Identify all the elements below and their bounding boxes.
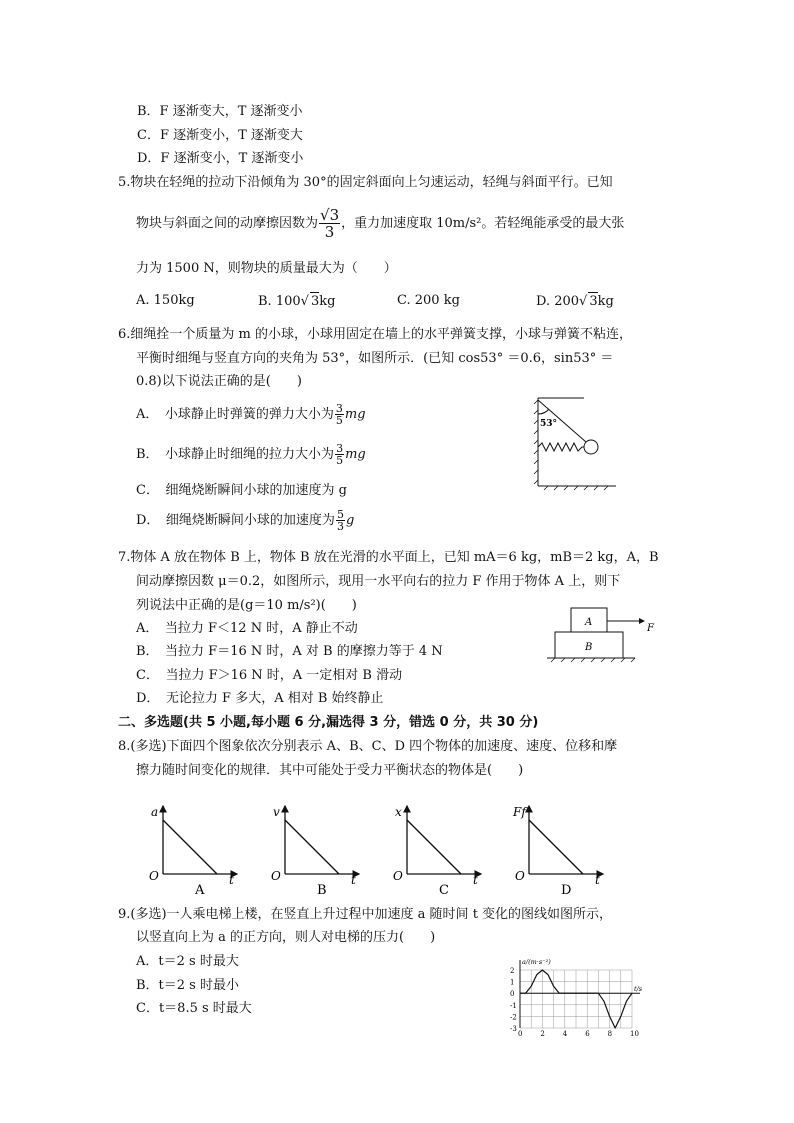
q4-option-c: C．F 逐渐变小，T 逐渐变大 [137,128,303,143]
q6-option-a-fraction [335,403,344,426]
q8-graph-a-origin: O [149,869,159,883]
q7-stem-line1: 7.物体 A 放在物体 B 上，物体 B 放在光滑的水平面上，已知 mA＝6 kg，mB＝2 kg，A，B [118,550,659,565]
q4-option-d: D．F 逐渐变小，T 逐渐变小 [137,151,304,166]
q9-chart [500,954,650,1038]
q8-graph-c [393,805,481,898]
x-axis-label: t/s [634,985,643,994]
q5-stem-line2a: 物块与斜面之间的动摩擦因数为 [136,216,319,231]
q7-option-d: D． 无论拉力 F 多大，A 相对 B 始终静止 [136,691,384,706]
q5-option-d-unit: kg [597,294,614,309]
q5-option-d: D. 200√ 3kg [536,294,614,309]
q6-option-b-num: 3 [336,442,344,455]
q7-stem-line2: 间动摩擦因数 μ＝0.2，如图所示，现用一水平向右的拉力 F 作用于物体 A 上，则下 [136,574,621,589]
q8-graph-d [512,805,603,898]
q5-mu-denominator: 3 [324,223,335,241]
q5-mu-fraction [319,207,340,240]
q8-graph-b-caption: B [317,883,327,898]
q8-graph-c-caption: C [439,883,449,898]
q7-option-b: B． 当拉力 F＝16 N 时，A 对 B 的摩擦力等于 4 N [136,644,443,659]
q8-graph-a-line [163,820,217,874]
q8-graphs [145,798,615,900]
q6-option-a [136,402,366,428]
angle-arc [538,409,549,414]
y-tick-label: -1 [510,1001,517,1010]
q6-option-b-fraction [335,443,344,466]
q8-graph-c-line [407,820,461,874]
x-tick-label: 4 [562,1030,568,1038]
q6-option-d [136,508,354,534]
q6-option-a-num: 3 [335,402,343,415]
q6-option-d-den: 3 [336,520,344,533]
x-tick-label: 6 [585,1030,590,1038]
q6-stem-line2: 平衡时细绳与竖直方向的夹角为 53°，如图所示．(已知 cos53° ＝0.6，sin53° ＝ [136,351,614,366]
q6-option-b [136,442,366,468]
q6-option-d-text: D． 细绳烧断瞬间小球的加速度为 [136,513,335,528]
q5-option-d-radicand: 3 [589,294,598,309]
q5-option-c: C. 200 kg [397,293,460,308]
q8-stem-line1: 8.(多选)下面四个图象依次分别表示 A、B、C、D 四个物体的加速度、速度、位移和摩 [118,739,618,754]
q9-option-a: A．t＝2 s 时最大 [136,954,239,969]
q7-option-c: C． 当拉力 F＞16 N 时，A 一定相对 B 滑动 [136,668,403,683]
q5-stem-line3: 力为 1500 N，则物块的质量最大为（ ） [136,261,397,276]
q6-option-a-den: 5 [335,414,343,427]
q8-graph-a-caption: A [195,883,205,898]
q6-option-b-unit: mg [345,447,366,462]
q5-option-b-unit: kg [319,294,336,309]
q6-option-d-unit: g [345,513,355,528]
q8-graph-d-ylabel: Ff [513,805,526,819]
q7-option-a: A． 当拉力 F＜12 N 时，A 静止不动 [136,621,358,636]
q8-graph-d-xlabel: t [595,873,600,887]
q9-option-b: B．t＝2 s 时最小 [136,978,239,993]
q9-stem-line2: 以竖直向上为 a 的正方向，则人对电梯的压力( ) [136,930,436,945]
q8-graph-b-ylabel: v [273,805,280,819]
q8-graph-b-origin: O [271,869,281,883]
q8-graph-b-xlabel: t [351,873,356,887]
q6-option-b-den: 5 [336,454,344,467]
x-tick-label: 2 [540,1030,545,1038]
y-tick-label: 1 [510,978,515,987]
force-label: F [647,623,654,634]
q8-graph-a-xlabel: t [229,873,234,887]
q7-figure [543,604,663,668]
q5-stem-line1: 5.物块在轻绳的拉动下沿倾角为 30°的固定斜面向上匀速运动，轻绳与斜面平行。已知 [118,175,613,190]
y-tick-label: -2 [510,1013,517,1022]
q6-option-b-text: B． 小球静止时细绳的拉力大小为 [136,447,335,462]
y-tick-label: 0 [510,990,515,999]
ball-circle [584,440,598,454]
q6-figure-angle: 53° [540,419,558,429]
q6-option-d-fraction [336,509,345,532]
q6-stem-line1: 6.细绳拴一个质量为 m 的小球，小球用固定在墙上的水平弹簧支撑，小球与弹簧不粘连， [118,327,632,342]
q8-graph-d-origin: O [515,869,525,883]
q6-figure [530,396,620,492]
force-arrow-head [639,618,645,624]
q8-graph-a-ylabel: a [151,805,159,819]
q8-graph-b [271,805,359,898]
q5-option-b: B. 100√ 3kg [258,294,336,309]
block-b-label: B [585,642,593,653]
q6-option-d-num: 5 [336,508,344,521]
q6-option-a-unit: mg [344,407,366,422]
q5-option-a: A. 150kg [136,293,195,308]
x-tick-label: 8 [607,1030,613,1038]
q8-graph-d-line [529,820,583,874]
y-tick-label: -3 [510,1025,517,1033]
q5-option-b-radicand: 3 [310,294,320,309]
section2-title: 二、多选题(共 5 小题,每小题 6 分,漏选得 3 分，错选 0 分，共 30 分) [118,715,539,730]
y-tick-label: 2 [510,967,515,975]
q5-option-d-coef: D. 200 [536,294,580,309]
q6-stem-line3: 0.8)以下说法正确的是( ) [136,374,302,389]
y-axis-label: a/(m·s⁻²) [522,958,551,966]
q8-stem-line2: 擦力随时间变化的规律．其中可能处于受力平衡状态的物体是( ) [136,763,524,778]
q8-graph-d-caption: D [561,883,572,898]
spring-zigzag [538,443,584,451]
q5-option-b-coef: B. 100 [258,294,301,309]
q4-option-b: B．F 逐渐变大，T 逐渐变小 [137,104,303,119]
q5-stem-line2 [136,207,624,241]
q8-graph-c-ylabel: x [395,805,402,819]
q8-graph-c-xlabel: t [473,873,478,887]
q9-option-c: C．t＝8.5 s 时最大 [136,1001,252,1016]
q8-graph-c-origin: O [393,869,403,883]
q6-option-c: C． 细绳烧断瞬间小球的加速度为 g [136,483,347,498]
q6-option-a-text: A． 小球静止时弹簧的弹力大小为 [136,407,334,422]
q9-stem-line1: 9.(多选)一人乘电梯上楼，在竖直上升过程中加速度 a 随时间 t 变化的图线如图所示， [118,907,613,922]
q8-graph-a [149,805,237,898]
block-a-label: A [585,617,593,628]
q5-mu-numerator: √3 [320,206,340,224]
x-tick-label: 10 [630,1030,639,1038]
x-tick-label: 0 [518,1030,523,1038]
q8-graph-b-line [285,820,339,874]
q7-stem-line3: 列说法中正确的是(g＝10 m/s²)( ) [136,598,357,613]
q5-stem-line2b: ，重力加速度取 10m/s²。若轻绳能承受的最大张 [341,216,625,231]
